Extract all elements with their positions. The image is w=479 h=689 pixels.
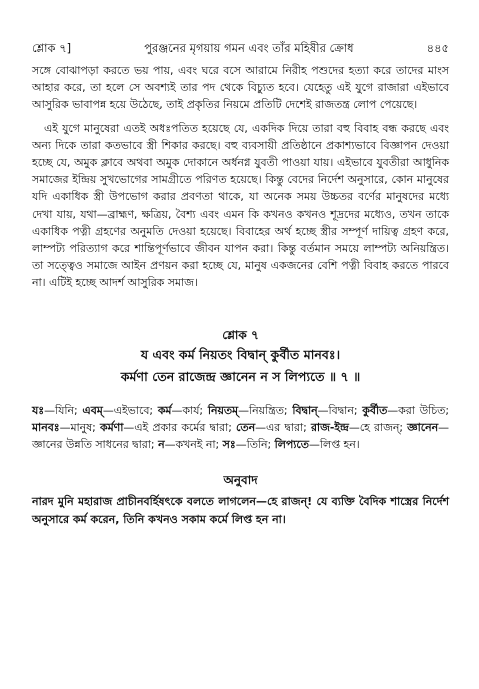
verse-reference: শ্লোক ৭] <box>32 41 72 55</box>
verse-line-2: কর্মণা তেন রাজেন্দ্র জ্ঞানেন ন স লিপ্যতে ॥ ৭ ॥ <box>120 368 361 384</box>
synonym-meaning: —তিনি; <box>235 438 275 452</box>
synonym-term: নিয়তম্ <box>207 403 239 417</box>
synonym-meaning: —এইভাবে; <box>102 403 158 417</box>
purport-paragraph-1: সঙ্গে বোঝাপড়া করতে ভয় পায়, এবং ঘরে বসে আরামে নিরীহ পশুদের হত্যা করে তাদের মাংস আহার করে, তা হলে সে অবশ্যই তার পদ থেকে বিচ্যুত হবে। যেহেতু এই যুগে রাজারা এইভাবে আসুরিক ভাবাপন্ন হয়ে উঠেছে, তাই প্রকৃতির নিয়মে প্রতিটি দেশেই রাজতন্ত্র লোপ পেয়েছে। <box>32 64 449 112</box>
synonym-term: মানবঃ <box>32 420 60 434</box>
synonym-meaning: —মানুষ; <box>59 420 100 434</box>
verse-line-1: য এবং কর্ম নিয়তং বিদ্বান্ কুর্বীত মানবঃ। <box>140 346 341 362</box>
synonym-term: কর্মণা <box>99 420 124 434</box>
synonym-meaning: —করা উচিত; <box>387 403 449 417</box>
synonym-term: তেন <box>236 420 256 434</box>
synonym-term: লিপ্যতে <box>274 438 309 452</box>
synonym-meaning: —হে রাজন্; <box>348 420 408 434</box>
synonym-term: রাজ-ইন্দ্র <box>310 420 349 434</box>
page-header <box>32 40 449 56</box>
synonym-term: কর্ম <box>157 403 172 417</box>
synonym-term: ন <box>158 438 165 452</box>
synonyms <box>32 402 449 454</box>
chapter-title: পুরঞ্জনের মৃগয়ায় গমন এবং তাঁর মহিষীর ক্রোধ <box>144 41 354 55</box>
verse-label: শ্লোক ৭ <box>222 327 259 342</box>
synonym-meaning: —যিনি; <box>44 403 83 417</box>
synonym-term: জ্ঞানেন <box>407 420 439 434</box>
synonym-term: যঃ <box>32 403 45 417</box>
synonym-term: সঃ <box>222 438 236 452</box>
synonym-meaning: —বিদ্বান; <box>317 403 363 417</box>
synonym-meaning: —কার্য; <box>171 403 208 417</box>
purport-paragraph-2: এই যুগে মানুষেরা এতই অধঃপতিত হয়েছে যে, একদিক দিয়ে তারা বহু বিবাহ বন্ধ করছে এবং অন্য দিকে তারা কতভাবে স্ত্রী শিকার করছে। বহু ব্যবসায়ী প্রতিষ্ঠানে প্রকাশ্যভাবে বিজ্ঞাপন দেওয়া হচ্ছে যে, অমুক ক্লাবে অথবা অমুক দোকানে অর্ধনগ্ন যুবতী পাওয়া যায়। এইভাবে যুবতীরা আধুনিক সমাজের ইন্দ্রিয় সুখভোগের সামগ্রীতে পরিণত হয়েছে। কিন্তু বেদের নির্দেশ অনুসারে, কোন মানুষের যদি একাধিক স্ত্রী উপভোগ করার প্রবণতা থাকে, যা অনেক সময় উচ্চতর বর্ণের মানুষদের মধ্যে দেখা যায়, যথা—ব্রাহ্মণ, ক্ষত্রিয়, বৈশ্য এবং এমন কি কখনও কখনও শূদ্রদের মধ্যেও, তখন তাকে একাধিক পত্নী গ্রহণের অনুমতি দেওয়া হয়েছে। বিবাহের অর্থ হচ্ছে স্ত্রীর সম্পূর্ণ দায়িত্ব গ্রহণ করে, লাম্পট্য পরিত্যাগ করে শান্তিপূর্ণভাবে জীবন যাপন করা। কিন্তু বর্তমান সময়ে লাম্পট্য অনিয়ন্ত্রিত। তা সত্ত্বেও সমাজে আইন প্রণয়ন করা হচ্ছে যে, মানুষ একজনের বেশি পত্নী বিবাহ করতে পারবে না। এটিই হচ্ছে আদর্শ আসুরিক সমাজ। <box>32 121 449 290</box>
verse-block <box>32 326 449 388</box>
translation-heading: অনুবাদ <box>223 473 258 488</box>
synonym-term: এবম্ <box>82 403 103 417</box>
synonym-meaning: —কখনই না; <box>164 438 223 452</box>
synonym-meaning: —লিপ্ত হন। <box>308 438 360 452</box>
translation-text: নারদ মুনি মহারাজ প্রাচীনবর্হিষৎকে বলতে লাগলেন—হে রাজন্! যে ব্যক্তি বৈদিক শাস্ত্রের নির্দেশ অনুসারে কর্ম করেন, তিনি কখনও সকাম কর্মে লিপ্ত হন না। <box>32 495 449 526</box>
synonym-meaning: —নিয়ন্ত্রিত; <box>238 403 293 417</box>
synonym-meaning: —এর দ্বারা; <box>255 420 311 434</box>
synonym-meaning: —এই প্রকার কর্মের দ্বারা; <box>123 420 237 434</box>
synonym-term: কুর্বীত <box>362 403 388 417</box>
synonym-meaning: —জ্ঞানের উন্নতি সাধনের দ্বারা; <box>32 420 449 452</box>
synonym-term: বিদ্বান্ <box>292 403 318 417</box>
page-number: ৪৪৫ <box>426 41 449 55</box>
